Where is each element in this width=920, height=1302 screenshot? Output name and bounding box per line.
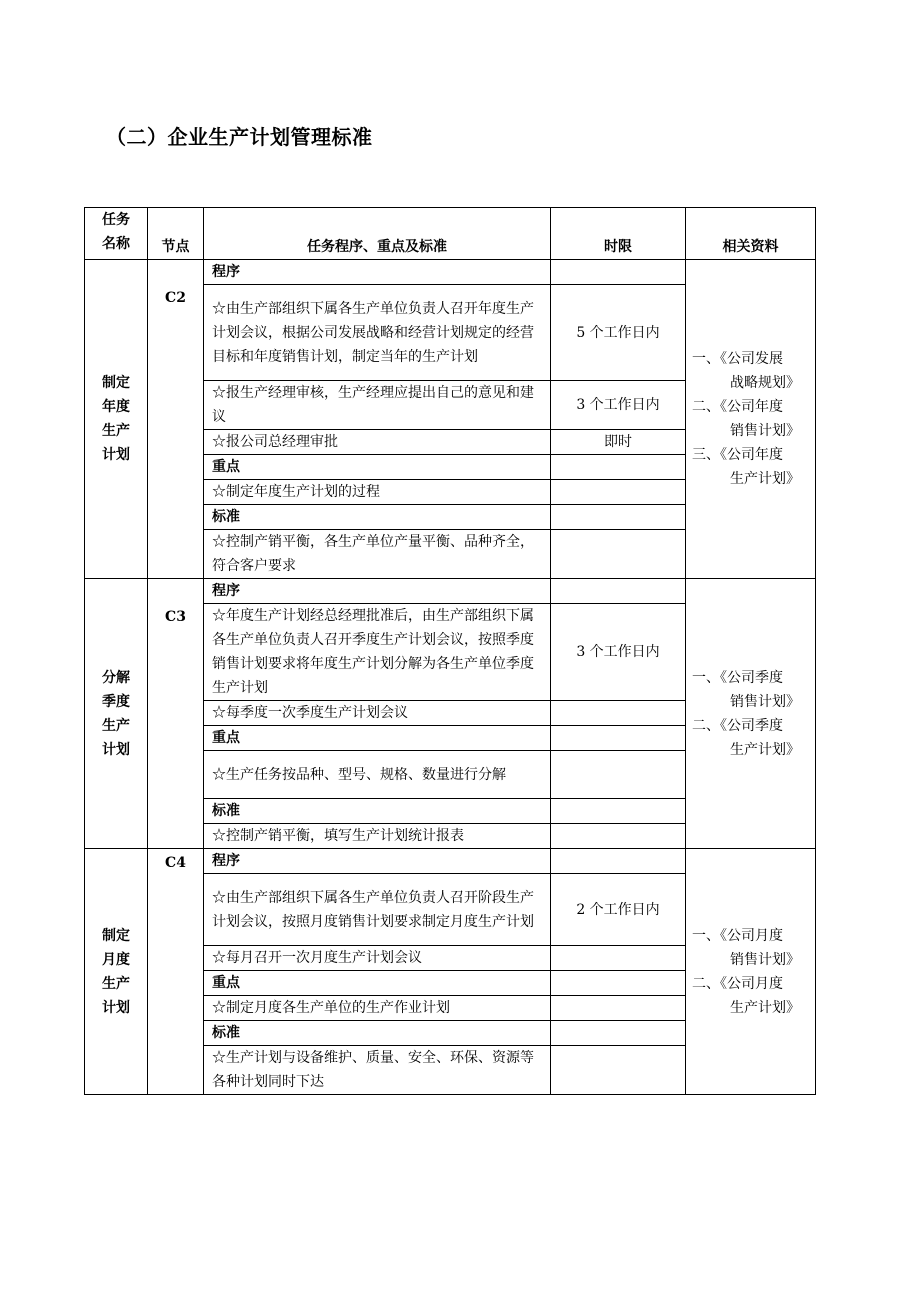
header-node: 节点 [148, 208, 204, 260]
section-label: 程序 [204, 260, 551, 285]
time-limit [551, 971, 686, 996]
task-name-line: 制定 [102, 927, 130, 944]
node-cell [148, 849, 204, 1095]
reference-line: 销售计划》 [730, 423, 800, 439]
reference-cell [686, 849, 816, 1095]
reference-cell [686, 579, 816, 849]
time-limit [551, 1021, 686, 1046]
node-code: C4 [165, 855, 186, 871]
time-limit [551, 505, 686, 530]
task-name-cell [85, 579, 148, 849]
standards-table [84, 207, 816, 1095]
reference-line: 一、《公司发展 [692, 351, 783, 367]
task-step: ☆由生产部组织下属各生产单位负责人召开年度生产计划会议，根据公司发展战略和经营计划规定的经营目标和年度销售计划，制定当年的生产计划 [204, 285, 551, 381]
task-name-line: 计划 [102, 741, 130, 758]
header-ref: 相关资料 [686, 208, 816, 260]
task-name-cell [85, 260, 148, 579]
reference-line: 生产计划》 [730, 741, 800, 758]
reference-line: 销售计划》 [730, 693, 800, 710]
task-name-line: 年度 [102, 399, 130, 415]
time-limit [551, 799, 686, 824]
section-label: 程序 [204, 579, 551, 604]
task-name-line: 生产 [102, 975, 130, 992]
task-name-line: 制定 [102, 375, 130, 391]
task-name-line: 月度 [102, 951, 130, 968]
time-limit [551, 946, 686, 971]
time-limit: 2 个工作日内 [551, 874, 686, 946]
time-limit [551, 751, 686, 799]
table-row [85, 579, 816, 604]
time-limit [551, 726, 686, 751]
reference-line: 二、《公司月度 [692, 975, 783, 992]
task-name-line: 分解 [102, 669, 130, 686]
task-step: ☆控制产销平衡，各生产单位产量平衡、品种齐全，符合客户要求 [204, 530, 551, 579]
reference-line: 生产计划》 [730, 999, 800, 1016]
task-step: ☆控制产销平衡，填写生产计划统计报表 [204, 824, 551, 849]
task-step: ☆生产任务按品种、型号、规格、数量进行分解 [204, 751, 551, 799]
section-label: 标准 [204, 799, 551, 824]
task-name-line: 生产 [102, 423, 130, 439]
node-code: C3 [165, 609, 186, 625]
reference-line: 一、《公司季度 [692, 669, 783, 686]
reference-line: 二、《公司季度 [692, 717, 783, 734]
table-row [85, 849, 816, 874]
task-step: ☆年度生产计划经总经理批准后，由生产部组织下属各生产单位负责人召开季度生产计划会议，按照季度销售计划要求将年度生产计划分解为各生产单位季度生产计划 [204, 604, 551, 701]
header-time: 时限 [551, 208, 686, 260]
reference-line: 三、《公司年度 [692, 447, 783, 463]
reference-line: 二、《公司年度 [692, 399, 783, 415]
section-label: 标准 [204, 505, 551, 530]
reference-line: 生产计划》 [730, 471, 800, 487]
page-title: （二）企业生产计划管理标准 [106, 125, 373, 149]
time-limit [551, 996, 686, 1021]
task-step: ☆每季度一次季度生产计划会议 [204, 701, 551, 726]
table-row [85, 260, 816, 285]
table-body [85, 260, 816, 1095]
time-limit [551, 530, 686, 579]
time-limit [551, 849, 686, 874]
node-cell [148, 260, 204, 579]
reference-line: 战略规划》 [730, 375, 800, 391]
task-step: ☆生产计划与设备维护、质量、安全、环保、资源等各种计划同时下达 [204, 1046, 551, 1095]
time-limit [551, 480, 686, 505]
time-limit [551, 701, 686, 726]
task-name-line: 计划 [102, 999, 130, 1016]
reference-cell [686, 260, 816, 579]
header-row [85, 208, 816, 260]
task-name-line: 季度 [102, 693, 130, 710]
task-step: ☆由生产部组织下属各生产单位负责人召开阶段生产计划会议，按照月度销售计划要求制定月度生产计划 [204, 874, 551, 946]
node-code: C2 [165, 290, 186, 306]
time-limit [551, 824, 686, 849]
task-step: ☆制定年度生产计划的过程 [204, 480, 551, 505]
time-limit [551, 1046, 686, 1095]
reference-line: 销售计划》 [730, 951, 800, 968]
task-name-line: 生产 [102, 717, 130, 734]
time-limit: 3 个工作日内 [551, 381, 686, 430]
time-limit [551, 260, 686, 285]
time-limit: 即时 [551, 430, 686, 455]
section-label: 程序 [204, 849, 551, 874]
task-step: ☆每月召开一次月度生产计划会议 [204, 946, 551, 971]
task-step: ☆制定月度各生产单位的生产作业计划 [204, 996, 551, 1021]
section-label: 重点 [204, 455, 551, 480]
task-name-cell [85, 849, 148, 1095]
time-limit: 5 个工作日内 [551, 285, 686, 381]
section-label: 重点 [204, 971, 551, 996]
node-cell [148, 579, 204, 849]
header-content: 任务程序、重点及标准 [204, 208, 551, 260]
time-limit: 3 个工作日内 [551, 604, 686, 701]
time-limit [551, 579, 686, 604]
section-label: 标准 [204, 1021, 551, 1046]
task-step: ☆报生产经理审核，生产经理应提出自己的意见和建议 [204, 381, 551, 430]
task-step: ☆报公司总经理审批 [204, 430, 551, 455]
header-task-name: 任务 名称 [85, 208, 148, 260]
task-name-line: 计划 [102, 447, 130, 463]
section-label: 重点 [204, 726, 551, 751]
reference-line: 一、《公司月度 [692, 927, 783, 944]
time-limit [551, 455, 686, 480]
